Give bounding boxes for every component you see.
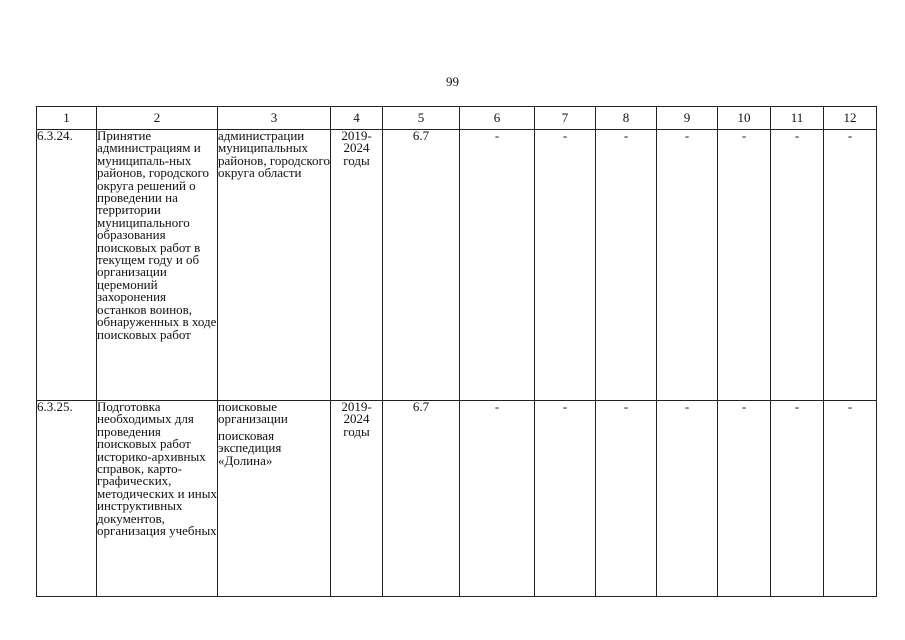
- cell-col12: -: [824, 130, 877, 401]
- table-row: [37, 130, 877, 401]
- cell-col11: -: [771, 130, 824, 401]
- cell-col9: -: [657, 130, 718, 401]
- item-number: 6.3.25.: [37, 401, 97, 597]
- column-header: 9: [657, 107, 718, 130]
- table-row: [37, 401, 877, 597]
- cell-col6: -: [460, 401, 535, 597]
- column-header: 2: [97, 107, 218, 130]
- cell-col9: -: [657, 401, 718, 597]
- column-header: 3: [218, 107, 331, 130]
- cell-col8: -: [596, 401, 657, 597]
- responsible-executors: [218, 130, 331, 401]
- cell-col7: -: [535, 401, 596, 597]
- column-header: 6: [460, 107, 535, 130]
- column-header: 7: [535, 107, 596, 130]
- column-header: 4: [331, 107, 383, 130]
- cell-col10: -: [718, 130, 771, 401]
- cell-col11: -: [771, 401, 824, 597]
- column-header: 8: [596, 107, 657, 130]
- page-number: 99: [446, 74, 459, 89]
- responsible-executor: поисковая экспедиция «Долина»: [218, 427, 282, 468]
- implementation-period: 2019-2024 годы: [331, 401, 383, 597]
- indicator-reference: 6.7: [383, 130, 460, 401]
- column-header: 11: [771, 107, 824, 130]
- measure-description: Принятие администрациям и муниципаль-ных районов, городского округа решений о проведении на территории муниципального образования поисковых работ в текущем году и об организации церемоний захоронения останков воинов, обнаруженных в ходе поисковых работ: [97, 130, 218, 401]
- column-number-row: [37, 107, 877, 130]
- measures-table: [36, 106, 877, 597]
- cell-col6: -: [460, 130, 535, 401]
- responsible-executor: администрации муниципальных районов, городского округа области: [218, 128, 331, 181]
- column-header: 1: [37, 107, 97, 130]
- column-header: 10: [718, 107, 771, 130]
- column-header: 5: [383, 107, 460, 130]
- responsible-executor: поисковые организации: [218, 399, 288, 427]
- cell-col10: -: [718, 401, 771, 597]
- responsible-executors: [218, 401, 331, 597]
- item-number: 6.3.24.: [37, 130, 97, 401]
- cell-col7: -: [535, 130, 596, 401]
- cell-col8: -: [596, 130, 657, 401]
- measure-description: Подготовка необходимых для проведения поисковых работ историко-архивных справок, карто-графических, методических и иных инструктивных документов, организация учебных: [97, 401, 218, 597]
- cell-col12: -: [824, 401, 877, 597]
- implementation-period: 2019-2024 годы: [331, 130, 383, 401]
- column-header: 12: [824, 107, 877, 130]
- indicator-reference: 6.7: [383, 401, 460, 597]
